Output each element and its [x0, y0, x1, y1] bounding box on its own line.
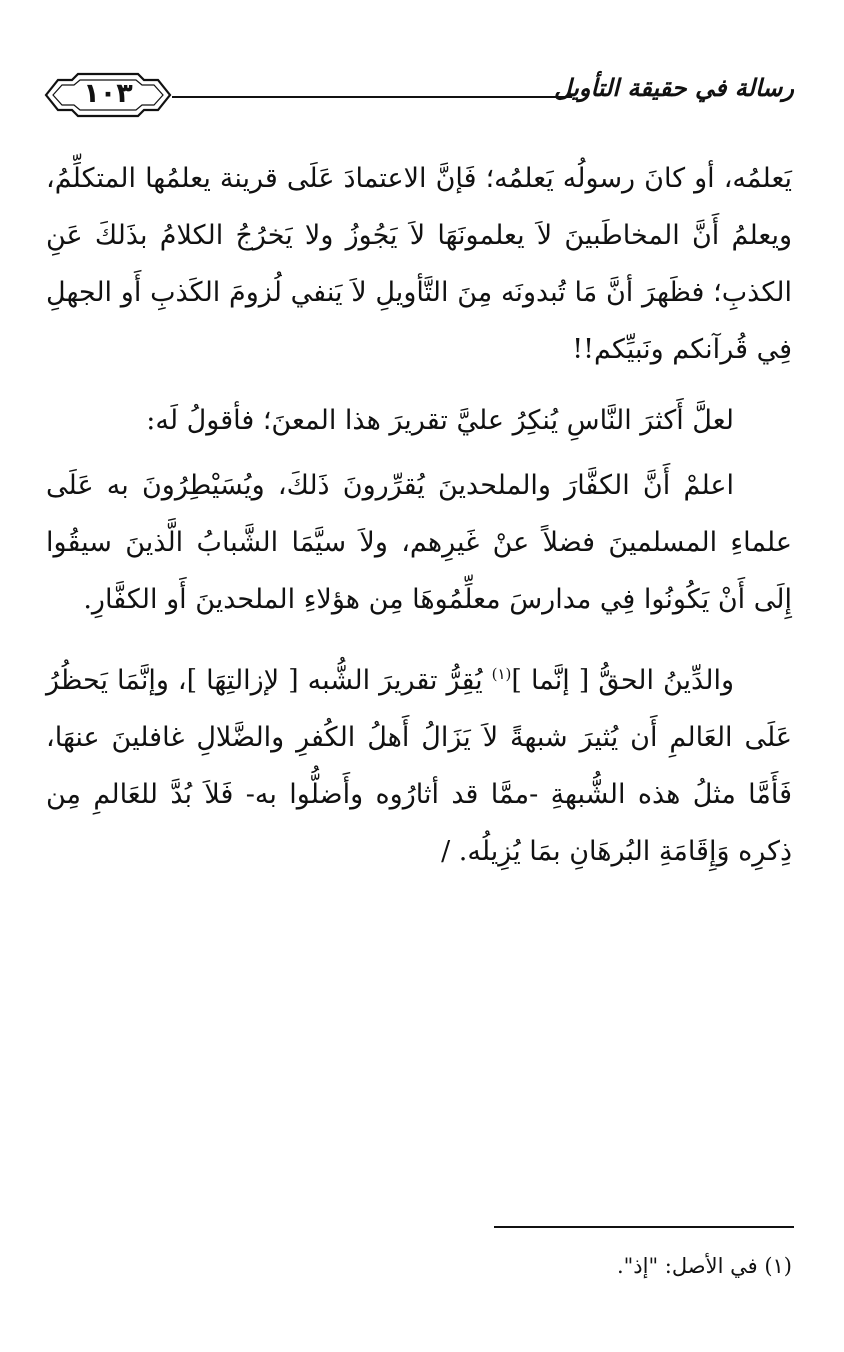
paragraph [46, 652, 792, 880]
footnote-reference[interactable]: (١) [491, 665, 512, 683]
page-header [44, 70, 794, 120]
header-rule [172, 96, 572, 98]
footnote-separator [494, 1226, 794, 1228]
running-title: رسالة في حقيقة التأويل [554, 74, 794, 102]
paragraph: يَعلمُه، أو كانَ رسولُه يَعلمُه؛ فَإنَّ الاعتمادَ عَلَى قرينة يعلمُها المتكلِّمُ، ويعلمُ أَنَّ المخاطَبينَ لاَ يعلمونَهَا لاَ يَجُوزُ ولا يَخرُجُ الكلامُ بذَلكَ عَنِ الكذبِ؛ فظَهرَ أنَّ مَا تُبدونَه مِنَ التَّأويلِ لاَ يَنفي لُزومَ الكَذبِ أَو الجهلِ فِي قُرآنكم ونَبيِّكم!! [46, 163, 792, 365]
main-text [46, 150, 792, 898]
paragraph: اعلمْ أَنَّ الكفَّارَ والملحدينَ يُقرِّرونَ ذَلكَ، ويُسَيْطِرُونَ به عَلَى علماءِ المسلمينَ فضلاً عنْ غَيرِهم، ولاَ سيَّمَا الشَّبابُ الَّذينَ سيقُوا إِلَى أَنْ يَكُونُوا فِي مدارسَ معلِّمُوهَا مِن هؤلاءِ الملحدينَ أَو الكفَّارِ. [46, 470, 792, 615]
paragraph: لعلَّ أَكثرَ النَّاسِ يُنكِرُ عليَّ تقريرَ هذا المعنَ؛ فأقولُ لَه: [146, 405, 734, 436]
paragraph-text: والدِّينُ الحقُّ [ إنَّما ] [511, 665, 734, 696]
page-number: ١٠٣ [83, 78, 133, 109]
page-number-frame [44, 72, 172, 118]
footnote: (١) في الأصل: "إذ". [616, 1254, 792, 1278]
paragraph-text: يُقِرُّ تقريرَ الشُّبه [ لإزالتِهَا ]، وإنَّمَا يَحظُرُ عَلَى العَالمِ أَن يُثيرَ شبهةً لاَ يَزَالُ أَهلُ الكُفرِ والضَّلالِ غافلينَ عنهَا، فَأَمَّا مثلُ هذه الشُّبهةِ -ممَّا قد أثارُوه وأَضلُّوا به- فَلاَ بُدَّ للعَالمِ مِن ذِكرِه وَإِقَامَةِ البُرهَانِ بمَا يُزِيلُه. / [46, 665, 792, 867]
